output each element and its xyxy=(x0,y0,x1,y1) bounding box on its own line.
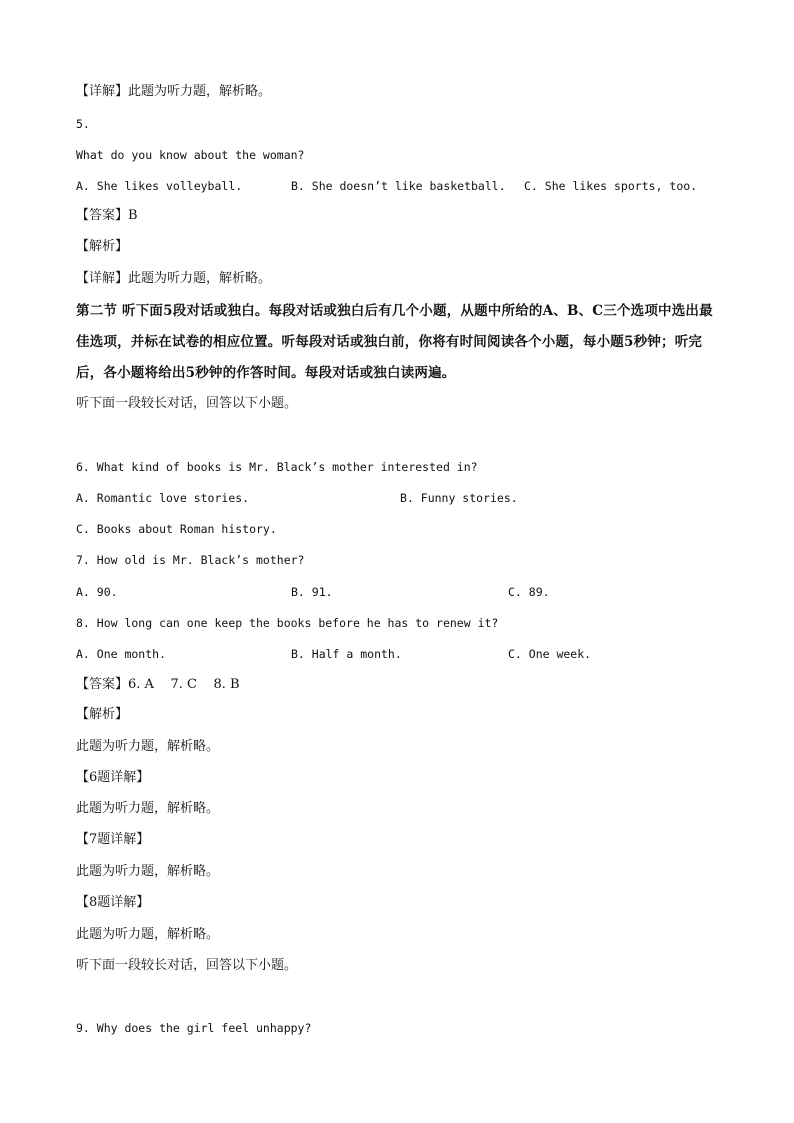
q4-detail: 【详解】此题为听力题，解析略。 xyxy=(76,84,272,99)
q5-option-a: A. She likes volleyball. xyxy=(76,179,243,193)
q6-option-b: B. Funny stories. xyxy=(400,491,518,505)
q8-detail-label: 【8题详解】 xyxy=(76,895,150,910)
q8-detail-text: 此题为听力题，解析略。 xyxy=(76,927,220,942)
section2-instruction-line-1: 第二节 听下面5段对话或独白。每段对话或独白后有几个小题，从题中所给的A、B、C三个选项中选出最 xyxy=(76,303,713,319)
section2-instruction-line-2: 佳选项，并标在试卷的相应位置。听每段对话或独白前，你将有时间阅读各个小题，每小题5秒钟；听完 xyxy=(76,334,703,350)
q9-question: 9. Why does the girl feel unhappy? xyxy=(76,1021,312,1035)
q8-option-b: B. Half a month. xyxy=(291,647,402,661)
q7-question: 7. How old is Mr. Black’s mother? xyxy=(76,553,305,567)
q7-option-b: B. 91. xyxy=(291,585,333,599)
q8-option-c: C. One week. xyxy=(508,647,592,661)
q5-detail: 【详解】此题为听力题，解析略。 xyxy=(76,271,272,286)
q7-option-c: C. 89. xyxy=(508,585,550,599)
q6-option-c: C. Books about Roman history. xyxy=(76,522,277,536)
q5-option-b: B. She doesn’t like basketball. xyxy=(291,179,506,193)
group6-8-analysis-text: 此题为听力题，解析略。 xyxy=(76,739,220,754)
q7-detail-text: 此题为听力题，解析略。 xyxy=(76,864,220,879)
q7-detail-label: 【7题详解】 xyxy=(76,832,150,847)
q5-answer: 【答案】B xyxy=(76,208,138,223)
section2-instruction-line-3: 后，各小题将给出5秒钟的作答时间。每段对话或独白读两遍。 xyxy=(76,365,456,381)
group6-8-answer: 【答案】6. A 7. C 8. B xyxy=(76,677,240,692)
q6-question: 6. What kind of books is Mr. Black’s mother interested in? xyxy=(76,460,478,474)
q5-analysis-label: 【解析】 xyxy=(76,239,129,254)
q8-question: 8. How long can one keep the books before he has to renew it? xyxy=(76,616,499,630)
q8-option-a: A. One month. xyxy=(76,647,167,661)
q6-detail-label: 【6题详解】 xyxy=(76,770,150,785)
q5-question: What do you know about the woman? xyxy=(76,148,305,162)
group6-8-analysis-label: 【解析】 xyxy=(76,707,129,722)
q7-option-a: A. 90. xyxy=(76,585,118,599)
q5-option-c: C. She likes sports, too. xyxy=(524,179,698,193)
q6-option-a: A. Romantic love stories. xyxy=(76,491,250,505)
q6-detail-text: 此题为听力题，解析略。 xyxy=(76,801,220,816)
q5-number: 5. xyxy=(76,117,90,131)
section2-intro: 听下面一段较长对话，回答以下小题。 xyxy=(76,396,298,411)
next-dialogue-intro: 听下面一段较长对话，回答以下小题。 xyxy=(76,958,298,973)
